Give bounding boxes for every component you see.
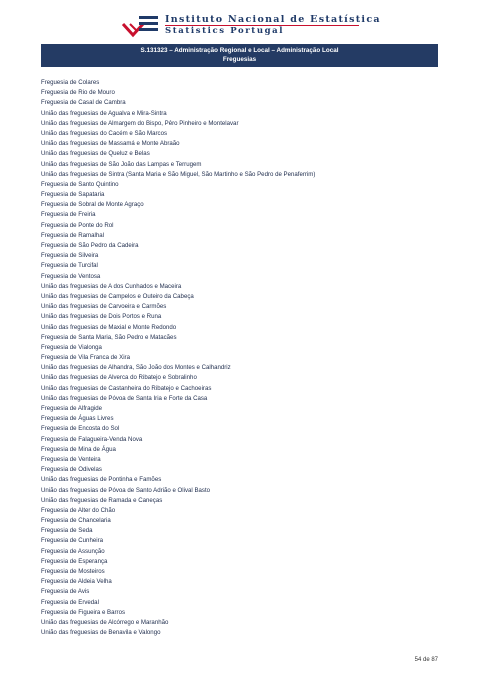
list-item: Freguesia de Seda [41, 527, 93, 535]
list-item: Freguesia de Rio de Mouro [41, 89, 115, 97]
ine-logo-icon [121, 13, 161, 39]
list-item: Freguesia de Cunheira [41, 537, 103, 545]
org-subtitle: Statistics Portugal [165, 26, 285, 36]
list-item: Freguesia de Ervedal [41, 598, 99, 606]
list-item: União das freguesias de Póvoa de Santo Adrião e Olival Basto [41, 486, 211, 494]
list-item: Freguesia de Odivelas [41, 466, 102, 474]
list-item: Freguesia de Encosta do Sol [41, 425, 120, 433]
list-item: Freguesia de Ponte do Rol [41, 221, 114, 229]
logo-divider [165, 25, 359, 26]
list-item: União das freguesias de Póvoa de Santa Iria e Forte da Casa [41, 394, 208, 402]
list-item: Freguesia de Assunção [41, 547, 105, 555]
list-item: Freguesia de Santa Maria, São Pedro e Matacães [41, 333, 177, 341]
page-number: 54 de 87 [414, 657, 438, 663]
list-item: Freguesia de Silveira [41, 252, 99, 260]
list-item: União das freguesias de Maxial e Monte Redondo [41, 323, 177, 331]
section-banner [41, 44, 438, 67]
list-item: Freguesia de Turcifal [41, 262, 98, 270]
list-item: União das freguesias de Alcórrego e Maranhão [41, 618, 169, 626]
list-item: Freguesia de Colares [41, 79, 100, 86]
list-item: União das freguesias de São João das Lampas e Terrugem [41, 160, 202, 168]
list-item: União das freguesias de A dos Cunhados e Maceira [41, 282, 182, 290]
list-item: União das freguesias de Ramada e Caneças [41, 496, 163, 504]
list-item: União das freguesias de Carvoeira e Carmões [41, 303, 167, 311]
list-item: União das freguesias de Alhandra, São João dos Montes e Calhandriz [41, 364, 231, 372]
list-item: União das freguesias de Castanheira do Ribatejo e Cachoeiras [41, 384, 212, 392]
list-item: Freguesia de Sapataria [41, 191, 105, 199]
list-item: Freguesia de Vialonga [41, 343, 102, 351]
banner-subtitle: Freguesias [222, 56, 257, 63]
ine-logo [121, 13, 381, 39]
list-item: União das freguesias de Campelos e Outeiro da Cabeça [41, 292, 194, 300]
list-item: Freguesia de Alfragide [41, 405, 102, 412]
list-item: União das freguesias do Cacém e São Marcos [41, 129, 168, 137]
list-item: União das freguesias de Massamá e Monte Abraão [41, 140, 180, 148]
list-item: União das freguesias de Sintra (Santa Maria e São Miguel, São Martinho e São Pedro de Penaferrim) [41, 170, 316, 178]
list-item: Freguesia de Vila Franca de Xira [41, 354, 130, 362]
list-item: União das freguesias de Dois Portos e Runa [41, 313, 162, 321]
list-item: Freguesia de Mosteiros [41, 568, 105, 575]
list-item: União das freguesias de Benavila e Valongo [41, 629, 161, 637]
list-item: União das freguesias de Alverca do Ribatejo e Sobralinho [41, 374, 197, 382]
list-item: Freguesia de Ramalhal [41, 231, 105, 239]
list-item: Freguesia de Falagueira-Venda Nova [41, 435, 143, 443]
list-item: Freguesia de Chancelaria [41, 517, 111, 525]
list-item: Freguesia de Freiria [41, 211, 96, 219]
list-item: União das freguesias de Pontinha e Famões [41, 476, 162, 484]
list-item: Freguesia de Esperança [41, 557, 108, 565]
list-item: União das freguesias de Agualva e Mira-Sintra [41, 109, 167, 117]
list-item: Freguesia de Sobral de Monte Agraço [41, 201, 144, 209]
list-item: Freguesia de Casal de Cambra [41, 99, 126, 107]
org-name: Instituto Nacional de Estatística [165, 14, 381, 25]
list-item: Freguesia de São Pedro da Cadeira [41, 242, 139, 249]
list-item: Freguesia de Águas Livres [41, 415, 114, 423]
list-item: Freguesia de Ventosa [41, 272, 101, 280]
list-item: Freguesia de Aldeia Velha [41, 578, 112, 586]
list-item: Freguesia de Figueira e Barros [41, 608, 126, 616]
list-item: Freguesia de Avis [41, 588, 90, 596]
banner-title: S.131323 – Administração Regional e Local – Administração Local [140, 47, 339, 54]
list-item: Freguesia de Venteira [41, 455, 101, 463]
list-item: Freguesia de Mina de Água [41, 445, 116, 453]
list-item: União das freguesias de Queluz e Belas [41, 150, 150, 158]
freguesia-list [41, 78, 315, 638]
list-item: União das freguesias de Almargem do Bispo, Pêro Pinheiro e Montelavar [41, 119, 239, 127]
list-item: Freguesia de Alter do Chão [41, 506, 116, 514]
list-item: Freguesia de Santo Quintino [41, 180, 119, 188]
